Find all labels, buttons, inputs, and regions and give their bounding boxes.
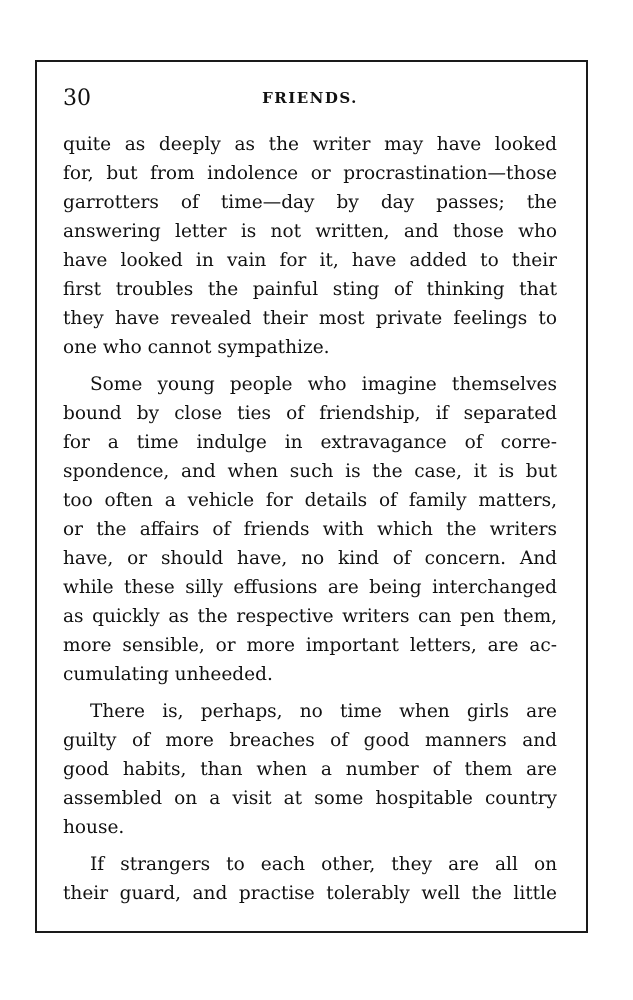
text-line: more sensible, or more important letters, are ac-: [63, 635, 557, 656]
body-text: [63, 130, 557, 908]
text-line: for a time indulge in extravagance of corre-: [63, 432, 557, 453]
text-line: for, but from indolence or procrastination—those: [63, 163, 557, 184]
text-line: house.: [63, 817, 125, 838]
text-line: or the affairs of friends with which the writers: [63, 519, 557, 540]
text-line: one who cannot sympathize.: [63, 337, 330, 358]
text-line: as quickly as the respective writers can pen them,: [63, 606, 557, 627]
text-line: guilty of more breaches of good manners and: [63, 730, 557, 751]
text-line: while these silly effusions are being interchanged: [63, 577, 557, 598]
text-line: have looked in vain for it, have added to their: [63, 250, 557, 271]
running-head: FRIENDS.: [262, 89, 358, 107]
text-line: Some young people who imagine themselves: [90, 374, 557, 395]
text-line: their guard, and practise tolerably well the little: [63, 883, 557, 904]
text-line: good habits, than when a number of them are: [63, 759, 557, 780]
paragraph-gap: [63, 689, 557, 697]
page-number: 30: [63, 86, 91, 111]
text-line: spondence, and when such is the case, it is but: [63, 461, 557, 482]
text-line: assembled on a visit at some hospitable country: [63, 788, 557, 809]
text-line: quite as deeply as the writer may have looked: [63, 134, 557, 155]
text-line: too often a vehicle for details of family matters,: [63, 490, 557, 511]
paragraph-gap: [63, 362, 557, 370]
text-line: they have revealed their most private feelings to: [63, 308, 557, 329]
text-line: There is, perhaps, no time when girls are: [90, 701, 557, 722]
paragraph: [63, 370, 557, 689]
page-header: [63, 86, 557, 112]
text-line: garrotters of time—day by day passes; the: [63, 192, 557, 213]
text-line: If strangers to each other, they are all on: [90, 854, 557, 875]
text-line: have, or should have, no kind of concern. And: [63, 548, 557, 569]
paragraph: [63, 697, 557, 842]
paragraph: [63, 130, 557, 362]
bottom-rule: [35, 931, 588, 932]
text-line: answering letter is not written, and those who: [63, 221, 557, 242]
text-line: first troubles the painful sting of thinking that: [63, 279, 557, 300]
paragraph: [63, 850, 557, 908]
text-line: cumulating unheeded.: [63, 664, 273, 685]
paragraph-gap: [63, 842, 557, 850]
text-line: bound by close ties of friendship, if separated: [63, 403, 557, 424]
